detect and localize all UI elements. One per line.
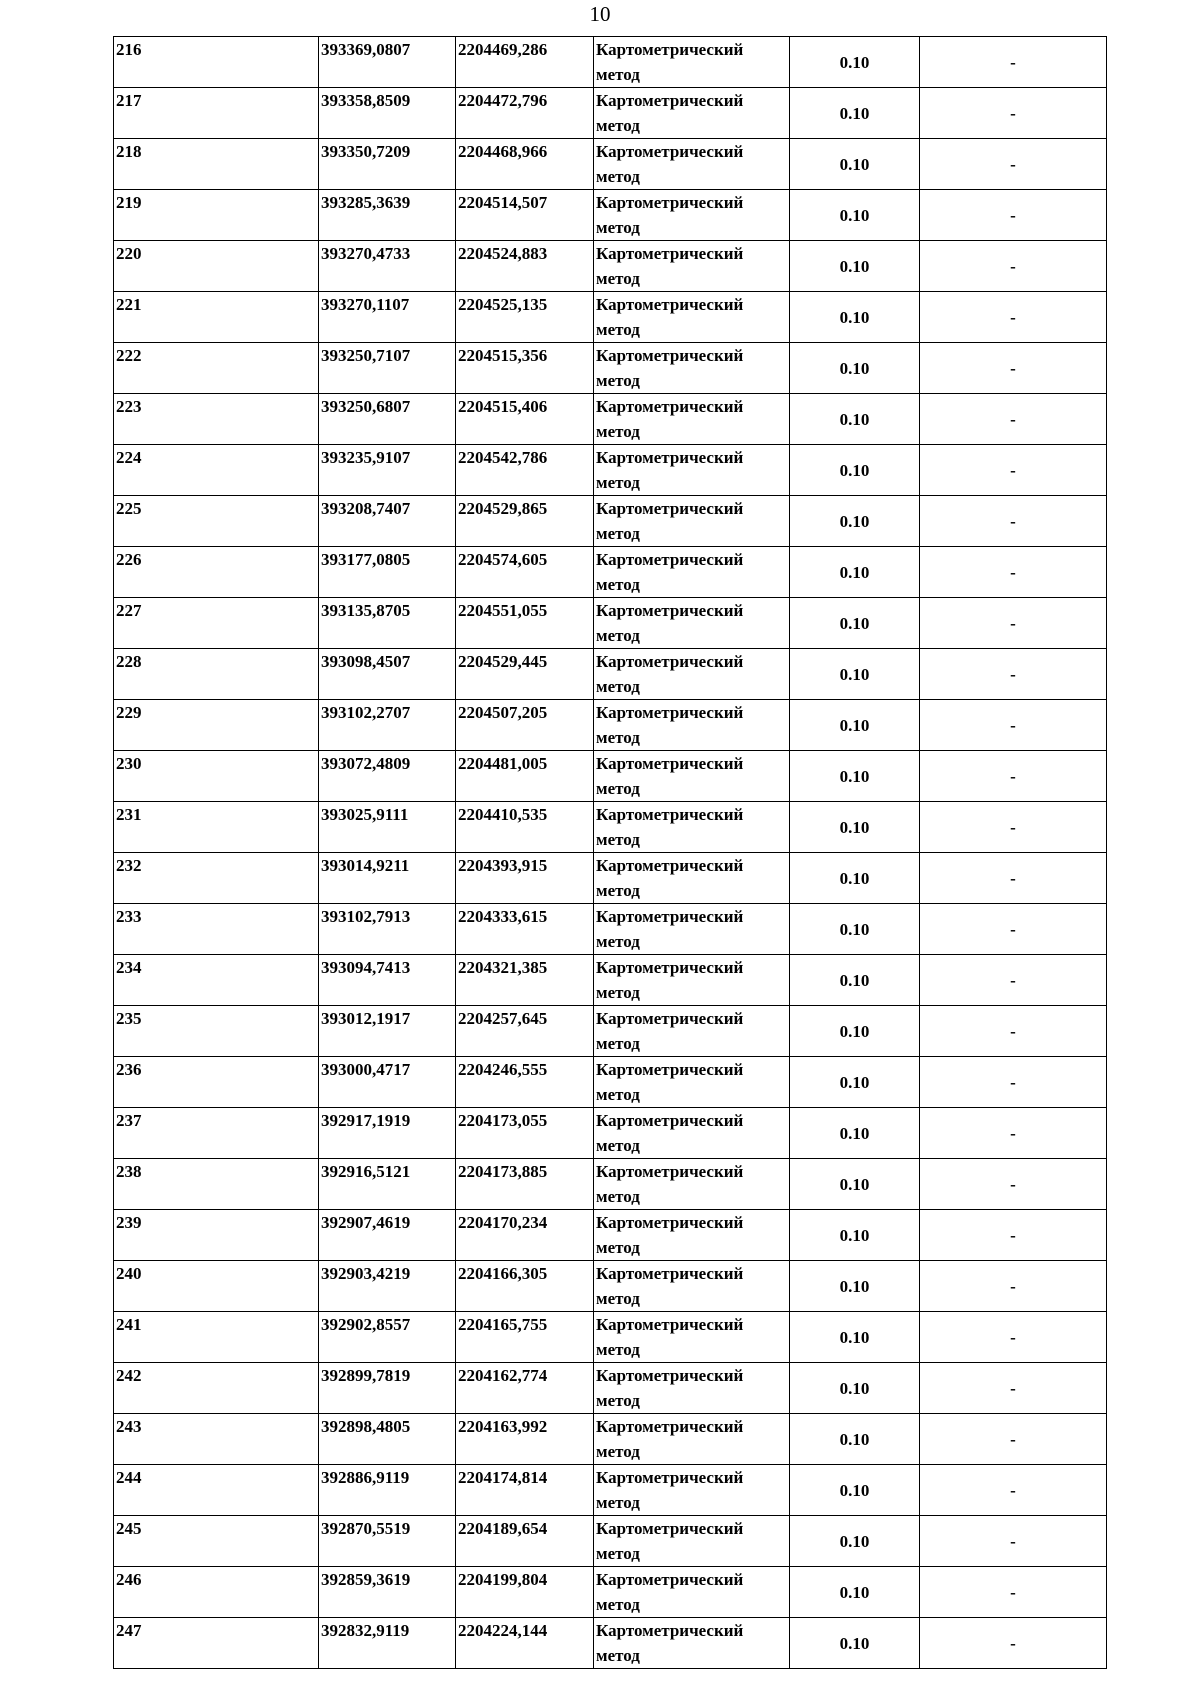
method-text-line1: Картометрический <box>596 805 744 824</box>
method-text-line1: Картометрический <box>596 601 744 620</box>
x-coordinate-cell: 392898,4805 <box>319 1414 456 1465</box>
method-text-line2: метод <box>596 167 640 186</box>
method-text-line1: Картометрический <box>596 1621 744 1640</box>
y-coordinate-cell: 2204469,286 <box>456 37 594 88</box>
method-text-line1: Картометрический <box>596 448 744 467</box>
point-number-cell: 242 <box>114 1363 319 1414</box>
accuracy-cell: 0.10 <box>790 547 920 598</box>
description-cell: - <box>920 1516 1107 1567</box>
point-number-cell: 239 <box>114 1210 319 1261</box>
accuracy-cell: 0.10 <box>790 1312 920 1363</box>
accuracy-cell: 0.10 <box>790 1363 920 1414</box>
description-cell: - <box>920 1057 1107 1108</box>
table-row <box>114 1057 1107 1108</box>
table-row <box>114 700 1107 751</box>
description-cell: - <box>920 700 1107 751</box>
x-coordinate-cell: 393014,9211 <box>319 853 456 904</box>
x-coordinate-cell: 393250,7107 <box>319 343 456 394</box>
point-number-cell: 229 <box>114 700 319 751</box>
method-text-line1: Картометрический <box>596 91 744 110</box>
y-coordinate-cell: 2204199,804 <box>456 1567 594 1618</box>
method-text-line1: Картометрический <box>596 244 744 263</box>
accuracy-cell: 0.10 <box>790 1159 920 1210</box>
point-number-cell: 220 <box>114 241 319 292</box>
point-number-cell: 243 <box>114 1414 319 1465</box>
y-coordinate-cell: 2204410,535 <box>456 802 594 853</box>
method-text-line2: метод <box>596 1136 640 1155</box>
description-cell: - <box>920 139 1107 190</box>
y-coordinate-cell: 2204515,406 <box>456 394 594 445</box>
point-number-cell: 225 <box>114 496 319 547</box>
method-cell <box>594 88 790 139</box>
table-row <box>114 904 1107 955</box>
method-cell <box>594 904 790 955</box>
method-text-line2: метод <box>596 473 640 492</box>
method-cell <box>594 1414 790 1465</box>
accuracy-cell: 0.10 <box>790 700 920 751</box>
method-cell <box>594 445 790 496</box>
method-cell <box>594 241 790 292</box>
accuracy-cell: 0.10 <box>790 802 920 853</box>
y-coordinate-cell: 2204162,774 <box>456 1363 594 1414</box>
point-number-cell: 227 <box>114 598 319 649</box>
point-number-cell: 233 <box>114 904 319 955</box>
y-coordinate-cell: 2204189,654 <box>456 1516 594 1567</box>
method-text-line2: метод <box>596 1289 640 1308</box>
method-cell <box>594 343 790 394</box>
point-number-cell: 246 <box>114 1567 319 1618</box>
method-cell <box>594 1057 790 1108</box>
accuracy-cell: 0.10 <box>790 955 920 1006</box>
x-coordinate-cell: 392917,1919 <box>319 1108 456 1159</box>
table-row <box>114 190 1107 241</box>
accuracy-cell: 0.10 <box>790 1414 920 1465</box>
point-number-cell: 237 <box>114 1108 319 1159</box>
table-row <box>114 547 1107 598</box>
method-cell <box>594 1567 790 1618</box>
accuracy-cell: 0.10 <box>790 37 920 88</box>
coordinates-table-body <box>114 37 1107 1669</box>
method-cell <box>594 751 790 802</box>
table-row <box>114 343 1107 394</box>
method-text-line2: метод <box>596 1544 640 1563</box>
x-coordinate-cell: 393270,4733 <box>319 241 456 292</box>
method-text-line1: Картометрический <box>596 142 744 161</box>
y-coordinate-cell: 2204163,992 <box>456 1414 594 1465</box>
x-coordinate-cell: 393012,1917 <box>319 1006 456 1057</box>
method-text-line2: метод <box>596 932 640 951</box>
y-coordinate-cell: 2204514,507 <box>456 190 594 241</box>
description-cell: - <box>920 1414 1107 1465</box>
accuracy-cell: 0.10 <box>790 598 920 649</box>
method-cell <box>594 1159 790 1210</box>
method-text-line1: Картометрический <box>596 1570 744 1589</box>
method-cell <box>594 1108 790 1159</box>
description-cell: - <box>920 1159 1107 1210</box>
description-cell: - <box>920 1108 1107 1159</box>
method-text-line1: Картометрический <box>596 703 744 722</box>
description-cell: - <box>920 547 1107 598</box>
method-text-line1: Картометрический <box>596 856 744 875</box>
table-row <box>114 1159 1107 1210</box>
x-coordinate-cell: 393235,9107 <box>319 445 456 496</box>
y-coordinate-cell: 2204472,796 <box>456 88 594 139</box>
description-cell: - <box>920 343 1107 394</box>
accuracy-cell: 0.10 <box>790 1465 920 1516</box>
x-coordinate-cell: 393102,7913 <box>319 904 456 955</box>
point-number-cell: 219 <box>114 190 319 241</box>
y-coordinate-cell: 2204174,814 <box>456 1465 594 1516</box>
table-row <box>114 649 1107 700</box>
table-row <box>114 496 1107 547</box>
point-number-cell: 223 <box>114 394 319 445</box>
description-cell: - <box>920 1618 1107 1669</box>
description-cell: - <box>920 496 1107 547</box>
table-row <box>114 445 1107 496</box>
description-cell: - <box>920 394 1107 445</box>
description-cell: - <box>920 292 1107 343</box>
accuracy-cell: 0.10 <box>790 241 920 292</box>
method-text-line1: Картометрический <box>596 1162 744 1181</box>
method-text-line1: Картометрический <box>596 1519 744 1538</box>
method-text-line1: Картометрический <box>596 499 744 518</box>
description-cell: - <box>920 241 1107 292</box>
x-coordinate-cell: 392907,4619 <box>319 1210 456 1261</box>
table-row <box>114 1516 1107 1567</box>
point-number-cell: 218 <box>114 139 319 190</box>
x-coordinate-cell: 393094,7413 <box>319 955 456 1006</box>
x-coordinate-cell: 393177,0805 <box>319 547 456 598</box>
table-row <box>114 1567 1107 1618</box>
point-number-cell: 221 <box>114 292 319 343</box>
x-coordinate-cell: 393025,9111 <box>319 802 456 853</box>
description-cell: - <box>920 1465 1107 1516</box>
table-row <box>114 1414 1107 1465</box>
x-coordinate-cell: 393250,6807 <box>319 394 456 445</box>
y-coordinate-cell: 2204321,385 <box>456 955 594 1006</box>
description-cell: - <box>920 751 1107 802</box>
y-coordinate-cell: 2204524,883 <box>456 241 594 292</box>
x-coordinate-cell: 393098,4507 <box>319 649 456 700</box>
method-text-line2: метод <box>596 1085 640 1104</box>
x-coordinate-cell: 393000,4717 <box>319 1057 456 1108</box>
description-cell: - <box>920 1210 1107 1261</box>
x-coordinate-cell: 392899,7819 <box>319 1363 456 1414</box>
table-row <box>114 37 1107 88</box>
x-coordinate-cell: 392886,9119 <box>319 1465 456 1516</box>
method-text-line2: метод <box>596 830 640 849</box>
x-coordinate-cell: 392859,3619 <box>319 1567 456 1618</box>
method-cell <box>594 700 790 751</box>
accuracy-cell: 0.10 <box>790 1261 920 1312</box>
point-number-cell: 235 <box>114 1006 319 1057</box>
method-cell <box>594 1210 790 1261</box>
x-coordinate-cell: 392832,9119 <box>319 1618 456 1669</box>
table-row <box>114 241 1107 292</box>
y-coordinate-cell: 2204574,605 <box>456 547 594 598</box>
method-cell <box>594 1516 790 1567</box>
method-text-line1: Картометрический <box>596 397 744 416</box>
method-text-line1: Картометрический <box>596 1213 744 1232</box>
accuracy-cell: 0.10 <box>790 1618 920 1669</box>
method-text-line2: метод <box>596 320 640 339</box>
accuracy-cell: 0.10 <box>790 394 920 445</box>
method-text-line2: метод <box>596 1340 640 1359</box>
table-row <box>114 1465 1107 1516</box>
y-coordinate-cell: 2204165,755 <box>456 1312 594 1363</box>
description-cell: - <box>920 1312 1107 1363</box>
method-text-line2: метод <box>596 524 640 543</box>
method-text-line2: метод <box>596 116 640 135</box>
method-text-line2: метод <box>596 983 640 1002</box>
accuracy-cell: 0.10 <box>790 1210 920 1261</box>
x-coordinate-cell: 393270,1107 <box>319 292 456 343</box>
method-text-line2: метод <box>596 65 640 84</box>
accuracy-cell: 0.10 <box>790 139 920 190</box>
y-coordinate-cell: 2204542,786 <box>456 445 594 496</box>
accuracy-cell: 0.10 <box>790 751 920 802</box>
method-text-line2: метод <box>596 1187 640 1206</box>
method-cell <box>594 1465 790 1516</box>
point-number-cell: 245 <box>114 1516 319 1567</box>
table-row <box>114 292 1107 343</box>
method-cell <box>594 394 790 445</box>
method-text-line2: метод <box>596 269 640 288</box>
description-cell: - <box>920 1363 1107 1414</box>
table-row <box>114 394 1107 445</box>
method-text-line1: Картометрический <box>596 1366 744 1385</box>
accuracy-cell: 0.10 <box>790 88 920 139</box>
method-text-line1: Картометрический <box>596 1060 744 1079</box>
accuracy-cell: 0.10 <box>790 1057 920 1108</box>
table-row <box>114 1363 1107 1414</box>
table-row <box>114 1261 1107 1312</box>
y-coordinate-cell: 2204333,615 <box>456 904 594 955</box>
point-number-cell: 247 <box>114 1618 319 1669</box>
y-coordinate-cell: 2204481,005 <box>456 751 594 802</box>
table-row <box>114 955 1107 1006</box>
method-text-line1: Картометрический <box>596 958 744 977</box>
method-text-line1: Картометрический <box>596 346 744 365</box>
y-coordinate-cell: 2204166,305 <box>456 1261 594 1312</box>
method-text-line2: метод <box>596 218 640 237</box>
method-text-line2: метод <box>596 1442 640 1461</box>
description-cell: - <box>920 802 1107 853</box>
method-cell <box>594 496 790 547</box>
x-coordinate-cell: 393358,8509 <box>319 88 456 139</box>
table-row <box>114 1312 1107 1363</box>
description-cell: - <box>920 955 1107 1006</box>
method-cell <box>594 955 790 1006</box>
point-number-cell: 236 <box>114 1057 319 1108</box>
x-coordinate-cell: 392870,5519 <box>319 1516 456 1567</box>
accuracy-cell: 0.10 <box>790 904 920 955</box>
method-cell <box>594 598 790 649</box>
y-coordinate-cell: 2204173,055 <box>456 1108 594 1159</box>
accuracy-cell: 0.10 <box>790 1108 920 1159</box>
y-coordinate-cell: 2204507,205 <box>456 700 594 751</box>
method-text-line2: метод <box>596 1391 640 1410</box>
point-number-cell: 230 <box>114 751 319 802</box>
x-coordinate-cell: 393350,7209 <box>319 139 456 190</box>
method-text-line1: Картометрический <box>596 550 744 569</box>
page-number: 10 <box>589 2 611 26</box>
method-text-line2: метод <box>596 1238 640 1257</box>
method-text-line2: метод <box>596 1034 640 1053</box>
table-row <box>114 853 1107 904</box>
method-text-line2: метод <box>596 422 640 441</box>
accuracy-cell: 0.10 <box>790 853 920 904</box>
x-coordinate-cell: 393072,4809 <box>319 751 456 802</box>
method-cell <box>594 1618 790 1669</box>
point-number-cell: 217 <box>114 88 319 139</box>
table-row <box>114 88 1107 139</box>
point-number-cell: 222 <box>114 343 319 394</box>
table-row <box>114 1108 1107 1159</box>
method-text-line2: метод <box>596 728 640 747</box>
description-cell: - <box>920 37 1107 88</box>
x-coordinate-cell: 393102,2707 <box>319 700 456 751</box>
method-cell <box>594 1363 790 1414</box>
point-number-cell: 238 <box>114 1159 319 1210</box>
method-text-line1: Картометрический <box>596 193 744 212</box>
accuracy-cell: 0.10 <box>790 1516 920 1567</box>
method-text-line1: Картометрический <box>596 907 744 926</box>
y-coordinate-cell: 2204525,135 <box>456 292 594 343</box>
method-text-line1: Картометрический <box>596 1111 744 1130</box>
table-row <box>114 802 1107 853</box>
description-cell: - <box>920 88 1107 139</box>
description-cell: - <box>920 1006 1107 1057</box>
method-cell <box>594 1261 790 1312</box>
point-number-cell: 216 <box>114 37 319 88</box>
table-row <box>114 1210 1107 1261</box>
description-cell: - <box>920 853 1107 904</box>
y-coordinate-cell: 2204515,356 <box>456 343 594 394</box>
accuracy-cell: 0.10 <box>790 445 920 496</box>
accuracy-cell: 0.10 <box>790 649 920 700</box>
y-coordinate-cell: 2204468,966 <box>456 139 594 190</box>
description-cell: - <box>920 445 1107 496</box>
method-cell <box>594 37 790 88</box>
point-number-cell: 231 <box>114 802 319 853</box>
x-coordinate-cell: 393285,3639 <box>319 190 456 241</box>
description-cell: - <box>920 649 1107 700</box>
y-coordinate-cell: 2204246,555 <box>456 1057 594 1108</box>
method-cell <box>594 547 790 598</box>
accuracy-cell: 0.10 <box>790 1567 920 1618</box>
method-text-line1: Картометрический <box>596 295 744 314</box>
point-number-cell: 226 <box>114 547 319 598</box>
method-text-line2: метод <box>596 575 640 594</box>
point-number-cell: 240 <box>114 1261 319 1312</box>
table-row <box>114 139 1107 190</box>
description-cell: - <box>920 1261 1107 1312</box>
method-cell <box>594 190 790 241</box>
accuracy-cell: 0.10 <box>790 496 920 547</box>
accuracy-cell: 0.10 <box>790 343 920 394</box>
y-coordinate-cell: 2204551,055 <box>456 598 594 649</box>
point-number-cell: 244 <box>114 1465 319 1516</box>
method-text-line1: Картометрический <box>596 754 744 773</box>
x-coordinate-cell: 393369,0807 <box>319 37 456 88</box>
method-text-line2: метод <box>596 1595 640 1614</box>
table-row <box>114 598 1107 649</box>
accuracy-cell: 0.10 <box>790 292 920 343</box>
table-row <box>114 751 1107 802</box>
x-coordinate-cell: 392903,4219 <box>319 1261 456 1312</box>
x-coordinate-cell: 392916,5121 <box>319 1159 456 1210</box>
method-text-line2: метод <box>596 1493 640 1512</box>
method-text-line1: Картометрический <box>596 1264 744 1283</box>
method-text-line1: Картометрический <box>596 1009 744 1028</box>
x-coordinate-cell: 393135,8705 <box>319 598 456 649</box>
method-text-line1: Картометрический <box>596 1417 744 1436</box>
point-number-cell: 234 <box>114 955 319 1006</box>
method-cell <box>594 853 790 904</box>
accuracy-cell: 0.10 <box>790 1006 920 1057</box>
method-text-line1: Картометрический <box>596 40 744 59</box>
point-number-cell: 241 <box>114 1312 319 1363</box>
point-number-cell: 232 <box>114 853 319 904</box>
method-text-line1: Картометрический <box>596 1315 744 1334</box>
method-text-line2: метод <box>596 371 640 390</box>
point-number-cell: 228 <box>114 649 319 700</box>
y-coordinate-cell: 2204529,865 <box>456 496 594 547</box>
point-number-cell: 224 <box>114 445 319 496</box>
x-coordinate-cell: 392902,8557 <box>319 1312 456 1363</box>
method-text-line2: метод <box>596 779 640 798</box>
y-coordinate-cell: 2204393,915 <box>456 853 594 904</box>
method-cell <box>594 1312 790 1363</box>
method-text-line2: метод <box>596 1646 640 1665</box>
description-cell: - <box>920 904 1107 955</box>
coordinates-table <box>113 36 1107 1669</box>
description-cell: - <box>920 190 1107 241</box>
y-coordinate-cell: 2204529,445 <box>456 649 594 700</box>
y-coordinate-cell: 2204257,645 <box>456 1006 594 1057</box>
x-coordinate-cell: 393208,7407 <box>319 496 456 547</box>
method-text-line2: метод <box>596 677 640 696</box>
y-coordinate-cell: 2204224,144 <box>456 1618 594 1669</box>
y-coordinate-cell: 2204170,234 <box>456 1210 594 1261</box>
method-text-line1: Картометрический <box>596 1468 744 1487</box>
accuracy-cell: 0.10 <box>790 190 920 241</box>
method-cell <box>594 139 790 190</box>
table-row <box>114 1006 1107 1057</box>
method-text-line2: метод <box>596 881 640 900</box>
method-text-line2: метод <box>596 626 640 645</box>
method-cell <box>594 649 790 700</box>
method-cell <box>594 1006 790 1057</box>
method-cell <box>594 292 790 343</box>
description-cell: - <box>920 598 1107 649</box>
method-cell <box>594 802 790 853</box>
method-text-line1: Картометрический <box>596 652 744 671</box>
table-row <box>114 1618 1107 1669</box>
y-coordinate-cell: 2204173,885 <box>456 1159 594 1210</box>
description-cell: - <box>920 1567 1107 1618</box>
